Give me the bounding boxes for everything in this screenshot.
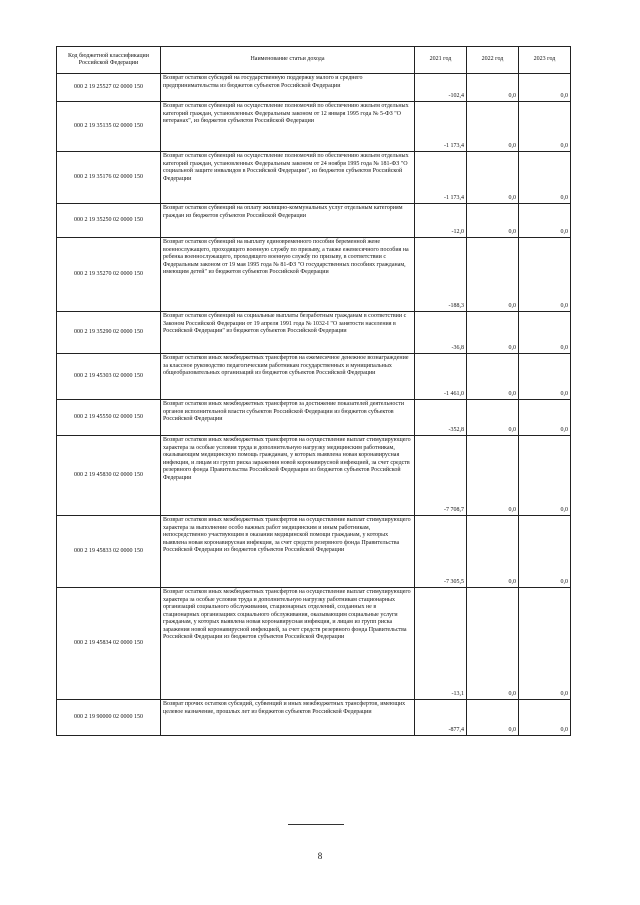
table-row [57,588,571,700]
value-2022-cell: 0,0 [467,238,519,312]
value-2021-cell: -1 173,4 [415,102,467,152]
value-2022-cell: 0,0 [467,102,519,152]
value-2021-cell: -7 708,7 [415,436,467,516]
code-cell: 000 2 19 45833 02 0000 150 [57,516,161,588]
table-row [57,238,571,312]
value-2023-cell: 0,0 [519,238,571,312]
revenue-table [56,46,571,736]
value-2021-cell: -36,8 [415,312,467,354]
value-2023-cell: 0,0 [519,516,571,588]
value-2021-cell: -352,8 [415,400,467,436]
column-header-code: Код бюджетной классификации Российской Федерации [57,47,161,74]
code-cell: 000 2 19 45303 02 0000 150 [57,354,161,400]
table-row [57,436,571,516]
name-cell: Возврат остатков субвенций на оплату жилищно-коммунальных услуг отдельным категориям граждан из бюджетов субъектов Российской Федерации [161,204,415,238]
value-2022-cell: 0,0 [467,516,519,588]
value-2023-cell: 0,0 [519,204,571,238]
value-2023-cell: 0,0 [519,588,571,700]
value-2022-cell: 0,0 [467,700,519,736]
code-cell: 000 2 19 35270 02 0000 150 [57,238,161,312]
table-row [57,102,571,152]
table-row [57,74,571,102]
value-2021-cell: -13,1 [415,588,467,700]
name-cell: Возврат остатков субсидий на государственную поддержку малого и среднего предпринимательства из бюджетов субъектов Российской Федерации [161,74,415,102]
name-cell: Возврат остатков иных межбюджетных трансфертов на осуществление выплат стимулирующего характера за выполнение особо важных работ медицинским и иным работникам, непосредственно участвующим в оказании медицинской помощи гражданам, у которых выявлена новая коронавирусная инфекция, за счет средств резервного фонда Правительства Российской Федерации из бюджетов субъектов Российской Федерации [161,516,415,588]
name-cell: Возврат остатков субвенций на осуществление полномочий по обеспечению жильем отдельных категорий граждан, установленных Федеральным законом от 24 ноября 1995 года № 181-ФЗ "О социальной защите инвалидов в Российской Федерации", из бюджетов субъектов Российской Федерации [161,152,415,204]
code-cell: 000 2 19 45830 02 0000 150 [57,436,161,516]
value-2021-cell: -188,3 [415,238,467,312]
table-row [57,354,571,400]
table-row [57,516,571,588]
value-2022-cell: 0,0 [467,312,519,354]
value-2021-cell: -1 173,4 [415,152,467,204]
value-2021-cell: -7 305,5 [415,516,467,588]
table-row [57,700,571,736]
column-header-2021: 2021 год [415,47,467,74]
footer-separator-line [288,824,344,825]
name-cell: Возврат остатков иных межбюджетных трансфертов за достижение показателей деятельности органов исполнительной власти субъектов Российской Федерации из бюджетов субъектов Российской Федерации [161,400,415,436]
code-cell: 000 2 19 35250 02 0000 150 [57,204,161,238]
name-cell: Возврат остатков субвенций на осуществление полномочий по обеспечению жильем отдельных категорий граждан, установленных Федеральным законом от 12 января 1995 года № 5-ФЗ "О ветеранах", из бюджетов субъектов Российской Федерации [161,102,415,152]
code-cell: 000 2 19 35176 02 0000 150 [57,152,161,204]
name-cell: Возврат остатков иных межбюджетных трансфертов на осуществление выплат стимулирующего характера за особые условия труда и дополнительную нагрузку работникам стационарных организаций социального обслуживания, стационарных отделений, созданных не в стационарных организациях социального обслуживания, оказывающим социальные услуги гражданам, у которых выявлена новая коронавирусная инфекция, и лицам из групп риска заражения новой коронавирусной инфекцией, за счет средств резервного фонда Правительства Российской Федерации из бюджетов субъектов Российской Федерации [161,588,415,700]
code-cell: 000 2 19 45550 02 0000 150 [57,400,161,436]
table-header-row [57,47,571,74]
value-2021-cell: -877,4 [415,700,467,736]
value-2022-cell: 0,0 [467,436,519,516]
code-cell: 000 2 19 90000 02 0000 150 [57,700,161,736]
value-2023-cell: 0,0 [519,152,571,204]
column-header-2023: 2023 год [519,47,571,74]
value-2023-cell: 0,0 [519,436,571,516]
name-cell: Возврат остатков субвенций на социальные выплаты безработным гражданам в соответствии с Законом Российской Федерации от 19 апреля 1991 года № 1032-I "О занятости населения в Российской Федерации" из бюджетов субъектов Российской Федерации [161,312,415,354]
table-row [57,204,571,238]
name-cell: Возврат прочих остатков субсидий, субвенций и иных межбюджетных трансфертов, имеющих целевое назначение, прошлых лет из бюджетов субъектов Российской Федерации [161,700,415,736]
name-cell: Возврат остатков субвенций на выплату единовременного пособия беременной жене военнослужащего, проходящего военную службу по призыву, а также ежемесячного пособия на ребенка военнослужащего, проходящего военную службу по призыву, в соответствии с Федеральным законом от 19 мая 1995 года № 81-ФЗ "О государственных пособиях гражданам, имеющим детей" из бюджетов субъектов Российской Федерации [161,238,415,312]
code-cell: 000 2 19 35135 02 0000 150 [57,102,161,152]
value-2021-cell: -12,0 [415,204,467,238]
value-2021-cell: -102,4 [415,74,467,102]
value-2021-cell: -1 461,0 [415,354,467,400]
name-cell: Возврат остатков иных межбюджетных трансфертов на осуществление выплат стимулирующего характера за особые условия труда и дополнительную нагрузку медицинским работникам, оказывающим медицинскую помощь гражданам, у которых выявлена новая коронавирусная инфекция, и лицам из групп риска заражения новой коронавирусной инфекцией, за счет средств резервного фонда Правительства Российской Федерации из бюджетов субъектов Российской Федерации [161,436,415,516]
value-2022-cell: 0,0 [467,588,519,700]
value-2022-cell: 0,0 [467,74,519,102]
value-2023-cell: 0,0 [519,700,571,736]
column-header-name: Наименование статьи дохода [161,47,415,74]
column-header-2022: 2022 год [467,47,519,74]
value-2023-cell: 0,0 [519,354,571,400]
value-2023-cell: 0,0 [519,312,571,354]
value-2022-cell: 0,0 [467,204,519,238]
code-cell: 000 2 19 45834 02 0000 150 [57,588,161,700]
name-cell: Возврат остатков иных межбюджетных трансфертов на ежемесячное денежное вознаграждение за классное руководство педагогическим работникам государственных и муниципальных общеобразовательных организаций из бюджетов субъектов Российской Федерации [161,354,415,400]
value-2022-cell: 0,0 [467,354,519,400]
value-2023-cell: 0,0 [519,74,571,102]
value-2023-cell: 0,0 [519,400,571,436]
value-2022-cell: 0,0 [467,152,519,204]
value-2023-cell: 0,0 [519,102,571,152]
table-row [57,152,571,204]
page-number: 8 [317,851,323,861]
table-row [57,400,571,436]
code-cell: 000 2 19 35290 02 0000 150 [57,312,161,354]
value-2022-cell: 0,0 [467,400,519,436]
code-cell: 000 2 19 25527 02 0000 150 [57,74,161,102]
table-row [57,312,571,354]
